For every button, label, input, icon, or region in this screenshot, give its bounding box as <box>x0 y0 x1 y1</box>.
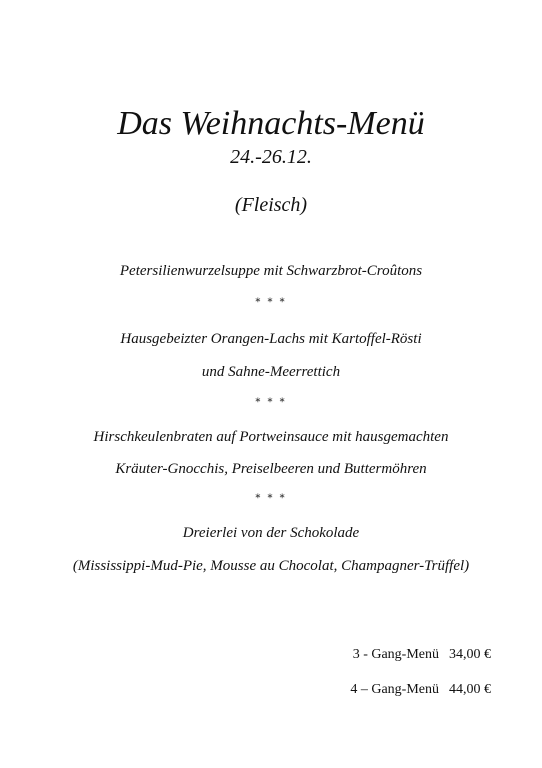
page-title: Das Weihnachts-Menü <box>117 104 425 142</box>
course-4-line-2: (Mississippi-Mud-Pie, Mousse au Chocolat, Champagner-Trüffel) <box>72 558 470 574</box>
course-3-line-1: Hirschkeulenbraten auf Portweinsauce mit hausgemachten <box>93 429 449 445</box>
four-course-label: 4 – Gang-Menü <box>350 682 439 697</box>
three-course-price: 34,00 € <box>449 647 491 662</box>
four-course-price: 44,00 € <box>449 682 491 697</box>
three-course-label: 3 - Gang-Menü <box>352 647 439 662</box>
course-separator: * * * <box>255 297 287 308</box>
three-course-price-line <box>0 645 491 664</box>
menu-category: (Fleisch) <box>234 194 308 216</box>
four-course-price-line <box>0 680 491 699</box>
course-separator: * * * <box>255 397 287 408</box>
course-3-line-2: Kräuter-Gnocchis, Preiselbeeren und Buttermöhren <box>115 461 427 477</box>
course-separator: * * * <box>255 493 287 504</box>
menu-dates: 24.-26.12. <box>230 146 312 168</box>
course-2-line-2: und Sahne-Meerrettich <box>201 364 341 380</box>
course-1-text: Petersilienwurzelsuppe mit Schwarzbrot-Croûtons <box>119 263 423 279</box>
course-4-line-1: Dreierlei von der Schokolade <box>182 525 360 541</box>
course-2-line-1: Hausgebeizter Orangen-Lachs mit Kartoffel-Rösti <box>120 331 422 347</box>
